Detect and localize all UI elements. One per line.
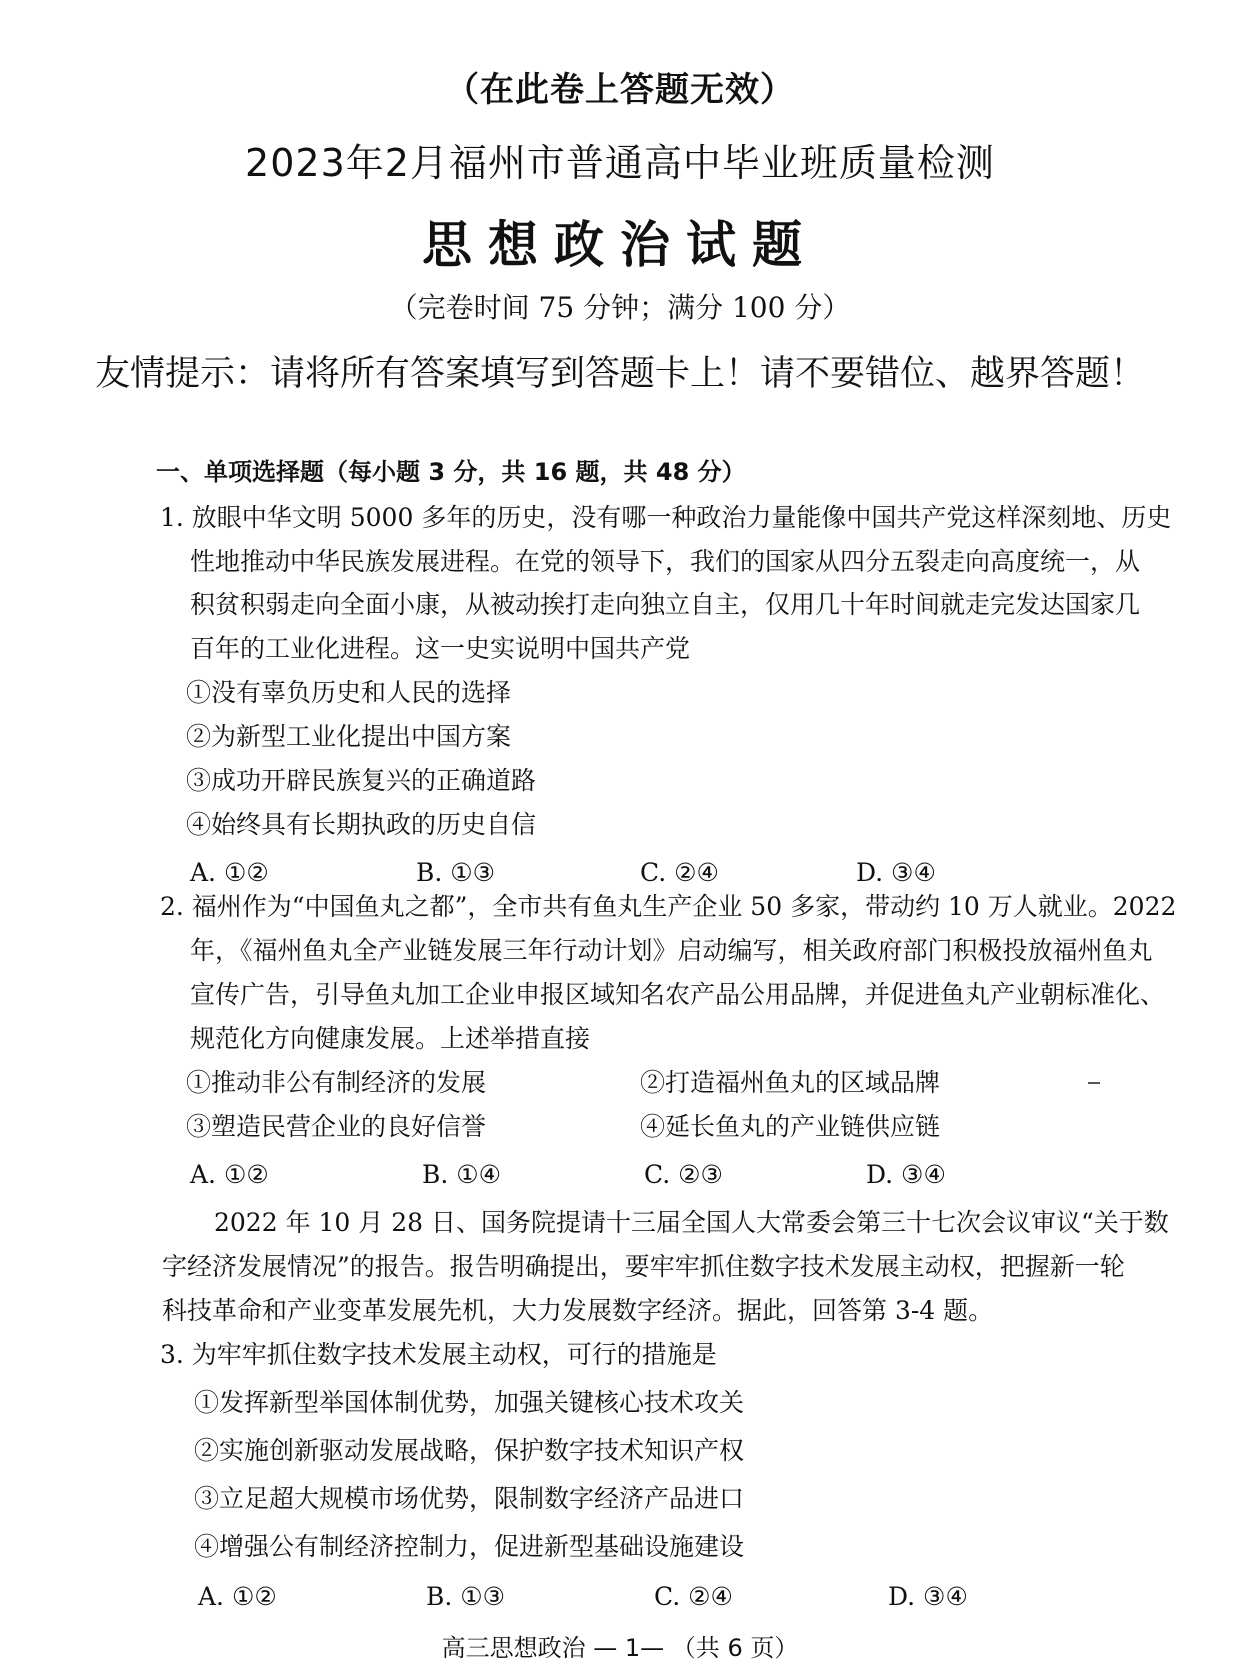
question-3-option-c: C. ②④ bbox=[654, 1582, 733, 1611]
time-info: （完卷时间 75 分钟；满分 100 分） bbox=[389, 291, 851, 324]
question-1-stem-line: 积贫积弱走向全面小康，从被动挨打走向独立自主，仅用几十年时间就走完发达国家几 bbox=[190, 590, 1141, 619]
question-2-item: ③塑造民营企业的良好信誉 bbox=[186, 1112, 487, 1141]
material-line: 2022 年 10 月 28 日、国务院提请十三届全国人大常委会第三十七次会议审议“关于数 bbox=[214, 1208, 1169, 1237]
question-3-option-b: B. ①③ bbox=[426, 1582, 506, 1611]
material-line: 字经济发展情况”的报告。报告明确提出，要牢牢抓住数字技术发展主动权，把握新一轮 bbox=[162, 1252, 1125, 1281]
question-2-stem-line: 宣传广告，引导鱼丸加工企业申报区域知名农产品公用品牌，并促进鱼丸产业朝标准化、 bbox=[190, 980, 1166, 1009]
question-2-option-a: A. ①② bbox=[190, 1160, 269, 1189]
question-1-stem-line: 1. 放眼中华文明 5000 多年的历史，没有哪一种政治力量能像中国共产党这样深刻地、历史 bbox=[160, 503, 1172, 532]
question-2-stem-line: 2. 福州作为“中国鱼丸之都”，全市共有鱼丸生产企业 50 多家，带动约 10 万人就业。2022 bbox=[160, 892, 1177, 921]
question-2-item: ④延长鱼丸的产业链供应链 bbox=[640, 1112, 941, 1141]
question-3-item: ④增强公有制经济控制力，促进新型基础设施建设 bbox=[194, 1532, 745, 1561]
question-3-stem: 3. 为牢牢抓住数字技术发展主动权，可行的措施是 bbox=[160, 1340, 717, 1369]
page-footer: 高三思想政治 — 1— （共 6 页） bbox=[441, 1634, 799, 1662]
question-3-option-a: A. ①② bbox=[198, 1582, 277, 1611]
question-2-option-d: D. ③④ bbox=[866, 1160, 946, 1189]
question-1-option-a: A. ①② bbox=[190, 858, 269, 887]
question-3-item: ②实施创新驱动发展战略，保护数字技术知识产权 bbox=[194, 1436, 745, 1465]
question-2-option-c: C. ②③ bbox=[644, 1160, 723, 1189]
question-1-item: ①没有辜负历史和人民的选择 bbox=[186, 678, 512, 707]
question-1-option-c: C. ②④ bbox=[640, 858, 719, 887]
question-1-item: ②为新型工业化提出中国方案 bbox=[186, 722, 512, 751]
question-1-item: ④始终具有长期执政的历史自信 bbox=[186, 810, 537, 839]
question-3-item: ③立足超大规模市场优势，限制数字经济产品进口 bbox=[194, 1484, 745, 1513]
question-2-item: ②打造福州鱼丸的区域品牌 bbox=[640, 1068, 941, 1097]
question-1-option-d: D. ③④ bbox=[856, 858, 936, 887]
question-1-stem-line: 百年的工业化进程。这一史实说明中国共产党 bbox=[190, 634, 691, 663]
exam-title: 2023年2月福州市普通高中毕业班质量检测 bbox=[245, 141, 995, 185]
section-heading: 一、单项选择题（每小题 3 分，共 16 题，共 48 分） bbox=[156, 458, 746, 486]
friendly-tip: 友情提示：请将所有答案填写到答题卡上！请不要错位、越界答题！ bbox=[94, 354, 1145, 394]
invalid-answer-notice: （在此卷上答题无效） bbox=[445, 70, 795, 110]
question-1-item: ③成功开辟民族复兴的正确道路 bbox=[186, 766, 537, 795]
question-2-option-b: B. ①④ bbox=[422, 1160, 502, 1189]
question-1-option-b: B. ①③ bbox=[416, 858, 496, 887]
stray-scan-mark bbox=[1088, 1082, 1100, 1084]
question-3-item: ①发挥新型举国体制优势，加强关键核心技术攻关 bbox=[194, 1388, 745, 1417]
question-3-option-d: D. ③④ bbox=[888, 1582, 968, 1611]
question-1-stem-line: 性地推动中华民族发展进程。在党的领导下，我们的国家从四分五裂走向高度统一，从 bbox=[190, 547, 1141, 576]
subject-title: 思想政治试题 bbox=[422, 216, 818, 274]
material-line: 科技革命和产业变革发展先机，大力发展数字经济。据此，回答第 3-4 题。 bbox=[162, 1296, 994, 1325]
question-2-stem-line: 规范化方向健康发展。上述举措直接 bbox=[190, 1024, 591, 1053]
question-2-stem-line: 年，《福州鱼丸全产业链发展三年行动计划》启动编写，相关政府部门积极投放福州鱼丸 bbox=[190, 936, 1153, 965]
question-2-item: ①推动非公有制经济的发展 bbox=[186, 1068, 487, 1097]
